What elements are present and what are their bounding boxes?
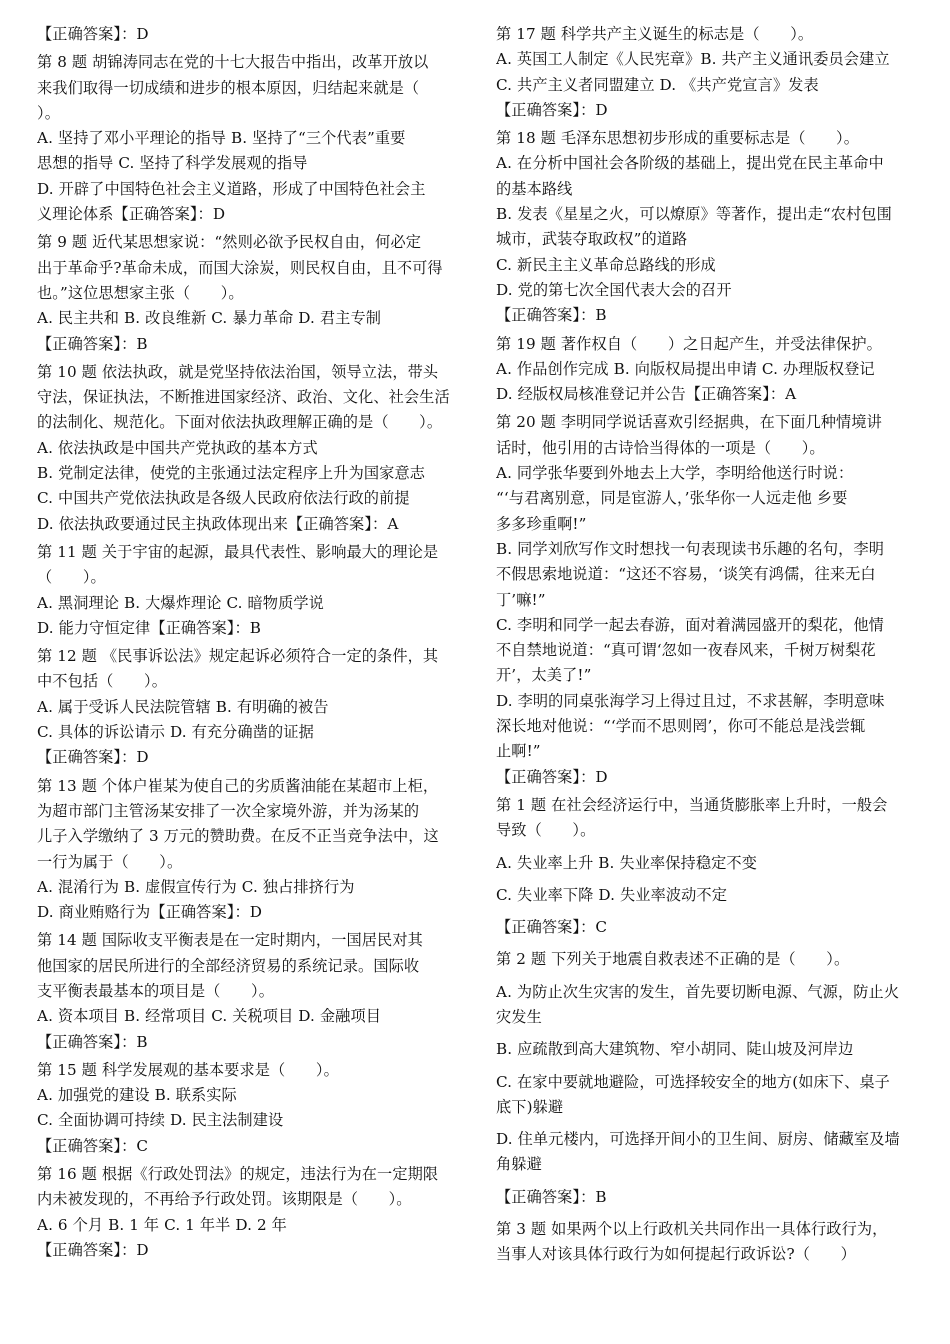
option-line: C. 李明和同学一起去春游，面对着满园盛开的梨花，他情 bbox=[496, 615, 884, 634]
option-line: 的基本路线 bbox=[496, 179, 573, 198]
option-line: 角躲避 bbox=[496, 1155, 542, 1174]
option-line: A. 资本项目 B. 经常项目 C. 关税项目 D. 金融项目 bbox=[37, 1007, 382, 1026]
question-8-line: 来我们取得一切成绩和进步的根本原因，归结起来就是（ bbox=[37, 78, 420, 97]
option-line: A. 属于受诉人民法院管辖 B. 有明确的被告 bbox=[37, 697, 329, 716]
option-line: 止啊!” bbox=[496, 742, 541, 761]
option-answer-line: D. 经版权局核准登记并公告【正确答案】：A bbox=[496, 385, 797, 404]
option-line: B. 发表《星星之火，可以燎原》等著作，提出走“农村包围 bbox=[496, 205, 892, 224]
option-answer-line: D. 商业贿赂行为【正确答案】：D bbox=[37, 903, 263, 922]
option-line: B. 同学刘欣写作文时想找一句表现读书乐趣的名句，李明 bbox=[496, 539, 885, 558]
option-line: 开’，太美了!” bbox=[496, 666, 592, 685]
question-14-line: 第 14 题 国际收支平衡表是在一定时期内，一国居民对其 bbox=[37, 931, 423, 950]
question-16-line: 内未被发现的，不再给予行政处罚。该期限是（ ）。 bbox=[37, 1190, 412, 1209]
question-12-line: 第 12 题 《民事诉讼法》规定起诉必须符合一定的条件，其 bbox=[37, 647, 439, 666]
option-line: A. 失业率上升 B. 失业率保持稳定不变 bbox=[496, 853, 757, 872]
option-line: “‘与君离别意，同是宦游人，’张华你一人远走他 乡要 bbox=[496, 489, 848, 508]
question-19-line: 第 19 题 著作权自（ ）之日起产生，并受法律保护。 bbox=[496, 334, 882, 353]
question-13-line: 一行为属于（ ）。 bbox=[37, 852, 183, 871]
answer-line: 【正确答案】：D bbox=[496, 767, 608, 786]
question-2-line: 第 2 题 下列关于地震自救表述不正确的是（ ）。 bbox=[496, 950, 850, 969]
option-line: A. 依法执政是中国共产党执政的基本方式 bbox=[37, 438, 318, 457]
question-1-line: 第 1 题 在社会经济运行中，当通货膨胀率上升时，一般会 bbox=[496, 795, 888, 814]
left-column bbox=[37, 22, 467, 1263]
question-10-line: 的法制化、规范化。下面对依法执政理解正确的是（ ）。 bbox=[37, 413, 443, 432]
option-line: A. 6 个月 B. 1 年 C. 1 年半 D. 2 年 bbox=[37, 1215, 287, 1234]
option-line: C. 新民主主义革命总路线的形成 bbox=[496, 255, 716, 274]
answer-line: 【正确答案】：C bbox=[37, 1136, 149, 1155]
answer-line: 【正确答案】：D bbox=[37, 1240, 149, 1259]
option-line: C. 在家中要就地避险，可选择较安全的地方(如床下、桌子 bbox=[496, 1072, 890, 1091]
option-line: C. 中国共产党依法执政是各级人民政府依法行政的前提 bbox=[37, 489, 410, 508]
option-line: D. 住单元楼内，可选择开间小的卫生间、厨房、储藏室及墙 bbox=[496, 1130, 900, 1149]
answer-line: 【正确答案】：D bbox=[37, 748, 149, 767]
question-10-line: 第 10 题 依法执政，就是党坚持依法治国，领导立法，带头 bbox=[37, 362, 439, 381]
question-9-line: 出于革命乎?革命未成，而国大涂炭，则民权自由，且不可得 bbox=[37, 258, 443, 277]
option-line: 灾发生 bbox=[496, 1007, 542, 1026]
option-line: A. 英国工人制定《人民宪章》B. 共产主义通讯委员会建立 bbox=[496, 50, 890, 69]
option-answer-line: 义理论体系【正确答案】：D bbox=[37, 205, 226, 224]
option-line: 不假思索地说道：“这还不容易，‘谈笑有鸿儒，往来无白 bbox=[496, 565, 876, 584]
option-line: 城市，武装夺取政权”的道路 bbox=[496, 230, 688, 249]
question-1-line: 导致（ ）。 bbox=[496, 821, 596, 840]
answer-line: 【正确答案】：C bbox=[496, 918, 608, 937]
question-8-line: 第 8 题 胡锦涛同志在党的十七大报告中指出，改革开放以 bbox=[37, 53, 429, 72]
option-line: A. 在分析中国社会各阶级的基础上，提出党在民主革命中 bbox=[496, 154, 884, 173]
answer-line: 【正确答案】：B bbox=[37, 334, 148, 353]
question-3-line: 当事人对该具体行政行为如何提起行政诉讼?（ ） bbox=[496, 1245, 856, 1264]
question-16-line: 第 16 题 根据《行政处罚法》的规定，违法行为在一定期限 bbox=[37, 1165, 439, 1184]
option-line: D. 开辟了中国特色社会主义道路，形成了中国特色社会主 bbox=[37, 179, 426, 198]
answer-line: 【正确答案】：D bbox=[37, 25, 149, 43]
option-line: A. 作品创作完成 B. 向版权局提出申请 C. 办理版权登记 bbox=[496, 359, 875, 378]
question-18-line: 第 18 题 毛泽东思想初步形成的重要标志是（ ）。 bbox=[496, 129, 860, 148]
right-column bbox=[496, 22, 926, 1268]
question-12-line: 中不包括（ ）。 bbox=[37, 672, 167, 691]
option-line: 思想的指导 C. 坚持了科学发展观的指导 bbox=[37, 154, 308, 173]
option-line: C. 失业率下降 D. 失业率波动不定 bbox=[496, 885, 728, 904]
option-line: 底下)躲避 bbox=[496, 1097, 564, 1116]
answer-line: 【正确答案】：B bbox=[496, 306, 607, 325]
answer-line: 【正确答案】：B bbox=[496, 1187, 607, 1206]
question-20-line: 话时，他引用的古诗恰当得体的一项是（ ）。 bbox=[496, 438, 825, 457]
option-line: C. 具体的诉讼请示 D. 有充分确凿的证据 bbox=[37, 723, 314, 742]
question-3-line: 第 3 题 如果两个以上行政机关共同作出一具体行政行为， bbox=[496, 1220, 888, 1239]
question-11-line: （ ）。 bbox=[37, 568, 106, 587]
question-11-line: 第 11 题 关于宇宙的起源，最具代表性、影响最大的理论是 bbox=[37, 542, 439, 561]
option-line: A. 坚持了邓小平理论的指导 B. 坚持了“三个代表”重要 bbox=[37, 129, 406, 148]
option-line: 深长地对他说：“‘学而不思则罔’，你可不能总是浅尝辄 bbox=[496, 717, 866, 736]
question-13-line: 为超市部门主管汤某安排了一次全家境外游，并为汤某的 bbox=[37, 801, 420, 820]
question-14-line: 支平衡表最基本的项目是（ ）。 bbox=[37, 981, 274, 1000]
option-line: C. 共产主义者同盟建立 D. 《共产党宣言》发表 bbox=[496, 75, 819, 94]
option-line: A. 混淆行为 B. 虚假宣传行为 C. 独占排挤行为 bbox=[37, 877, 355, 896]
question-9-line: 也。”这位思想家主张（ ）。 bbox=[37, 283, 244, 302]
option-line: 丁’嘛!” bbox=[496, 590, 546, 609]
question-13-line: 儿子入学缴纳了 3 万元的赞助费。在反不正当竞争法中，这 bbox=[37, 827, 439, 846]
question-13-line: 第 13 题 个体户崔某为使自己的劣质酱油能在某超市上柜， bbox=[37, 776, 439, 795]
question-14-line: 他国家的居民所进行的全部经济贸易的系统记录。国际收 bbox=[37, 956, 420, 975]
answer-line: 【正确答案】：D bbox=[496, 100, 608, 119]
option-answer-line: D. 依法执政要通过民主执政体现出来【正确答案】：A bbox=[37, 514, 399, 533]
question-20-line: 第 20 题 李明同学说话喜欢引经据典，在下面几种情境讲 bbox=[496, 413, 882, 432]
option-answer-line: D. 能力守恒定律【正确答案】：B bbox=[37, 618, 261, 637]
option-line: A. 同学张华要到外地去上大学，李明给他送行时说： bbox=[496, 464, 854, 483]
question-8-line: ）。 bbox=[37, 103, 60, 122]
option-line: C. 全面协调可持续 D. 民主法制建设 bbox=[37, 1111, 284, 1130]
question-15-line: 第 15 题 科学发展观的基本要求是（ ）。 bbox=[37, 1060, 339, 1079]
option-line: A. 为防止次生灾害的发生，首先要切断电源、气源，防止火 bbox=[496, 982, 900, 1001]
option-line: A. 黑洞理论 B. 大爆炸理论 C. 暗物质学说 bbox=[37, 593, 324, 612]
option-line: 多多珍重啊!” bbox=[496, 514, 587, 533]
option-line: A. 民主共和 B. 改良维新 C. 暴力革命 D. 君主专制 bbox=[37, 309, 382, 328]
option-line: 不自禁地说道：“真可谓‘忽如一夜春风来，千树万树梨花 bbox=[496, 641, 876, 660]
option-line: D. 李明的同桌张海学习上得过且过，不求甚解，李明意味 bbox=[496, 691, 885, 710]
question-9-line: 第 9 题 近代某思想家说：“然则必欲予民权自由，何必定 bbox=[37, 233, 422, 252]
option-line: B. 应疏散到高大建筑物、窄小胡同、陡山坡及河岸边 bbox=[496, 1040, 854, 1059]
question-10-line: 守法，保证执法，不断推进国家经济、政治、文化、社会生活 bbox=[37, 388, 450, 407]
option-line: D. 党的第七次全国代表大会的召开 bbox=[496, 280, 732, 299]
question-17-line: 第 17 题 科学共产主义诞生的标志是（ ）。 bbox=[496, 25, 814, 43]
option-line: A. 加强党的建设 B. 联系实际 bbox=[37, 1086, 237, 1105]
option-line: B. 党制定法律，使党的主张通过法定程序上升为国家意志 bbox=[37, 464, 426, 483]
answer-line: 【正确答案】：B bbox=[37, 1032, 148, 1051]
